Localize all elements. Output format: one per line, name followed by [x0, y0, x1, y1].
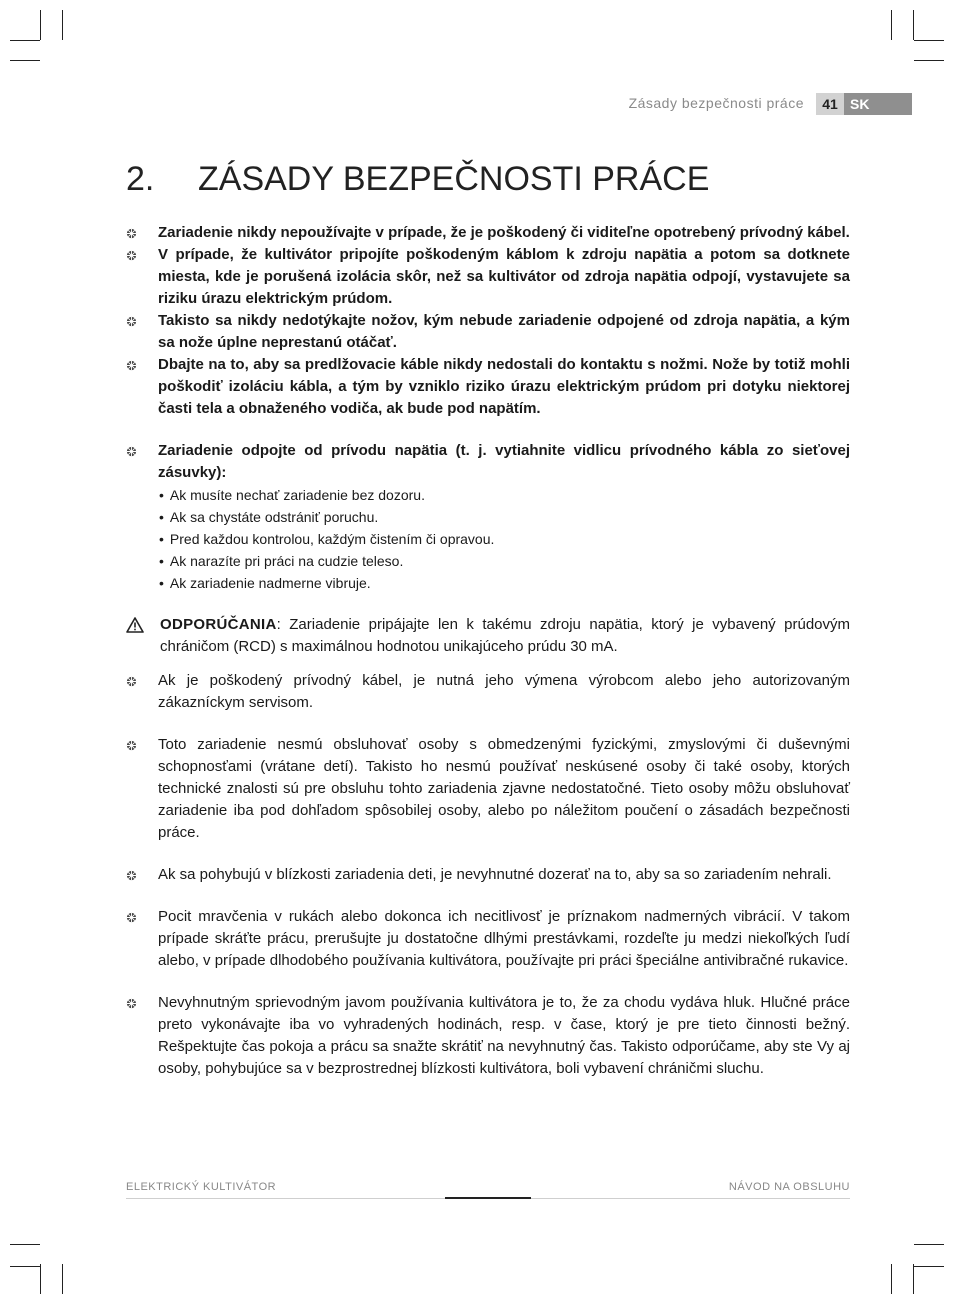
flower-bullet-icon [126, 676, 137, 687]
list-item: Ak sa pohybujú v blízkosti zariadenia deti, je nevyhnutné dozerať na to, aby sa so zariadením nehrali. [126, 864, 850, 886]
flower-bullet-icon [126, 912, 137, 923]
footer-manual: NÁVOD NA OBSLUHU [728, 1181, 850, 1193]
crop-mark [891, 10, 892, 40]
crop-mark [913, 1264, 914, 1294]
crop-mark [10, 1244, 40, 1245]
crop-mark [62, 1264, 63, 1294]
list-item: Pocit mravčenia v rukách alebo dokonca ich necitlivosť je príznakom nadmerných vibrácií. V takom prípade skráťte prácu, prerušujte ju dostatočne dlhými prestávkami, rozdeľte ju medzi niekoľkých ľudí alebo, v prípade dlhodobého používania kultivátora, používajte pri práci špeciálne antivibračné rukavice. [126, 906, 850, 972]
crop-mark [40, 1264, 41, 1294]
crop-mark [913, 10, 914, 40]
crop-mark [62, 10, 63, 40]
page-header [600, 93, 912, 115]
chapter-heading: ZÁSADY BEZPEČNOSTI PRÁCE [198, 160, 710, 198]
sublist-item: • Ak sa chystáte odstrániť poruchu. [159, 506, 850, 528]
flower-bullet-icon [126, 250, 137, 261]
list-item: Zariadenie nikdy nepoužívajte v prípade, že je poškodený či viditeľne opotrebený prívodný kábel. [126, 222, 850, 244]
flower-bullet-icon [126, 360, 137, 371]
crop-mark [10, 40, 40, 41]
page-footer [126, 1178, 850, 1208]
list-item-disconnect: Zariadenie odpojte od prívodu napätia (t. j. vytiahnite vidlicu prívodného kábla zo sieťovej zásuvky): [126, 440, 850, 484]
list-item: Takisto sa nikdy nedotýkajte nožov, kým nebude zariadenie odpojené od zdroja napätia, a kým sa nože úplne neprestanú otáčať. [126, 310, 850, 354]
list-item: Dbajte na to, aby sa predlžovacie káble nikdy nedostali do kontaktu s nožmi. Nože by totiž mohli poškodiť izoláciu kábla, a tým by vzniklo riziko úrazu elektrickým prúdom pri dotyku niektorej časti tela a obnaženého vodiča, ak bude pod napätím. [126, 354, 850, 420]
list-item: V prípade, že kultivátor pripojíte poškodeným káblom k zdroju napätia a potom sa dotknete miesta, kde je porušená izolácia skôr, než sa kultivátor od zdroja napätia odpojí, vystavujete sa riziku úrazu elektrickým prúdom. [126, 244, 850, 310]
crop-mark [40, 10, 41, 40]
footer-product: ELEKTRICKÝ KULTIVÁTOR [126, 1181, 277, 1193]
recommendation-text: : Zariadenie pripájajte len k takému zdroju napätia, ktorý je vybavený prúdovým chráničom (RCD) s maximálnou hodnotou unikajúceho prúdu 30 mA. [160, 616, 850, 655]
crop-mark [914, 40, 944, 41]
page-number: 41 [816, 93, 844, 115]
crop-mark [914, 1266, 944, 1267]
recommendation-keyword: ODPORÚČANIA [160, 616, 277, 633]
crop-mark [10, 60, 40, 61]
flower-bullet-icon [126, 740, 137, 751]
flower-bullet-icon [126, 998, 137, 1009]
flower-bullet-icon [126, 446, 137, 457]
list-item: Ak je poškodený prívodný kábel, je nutná jeho výmena výrobcom alebo jeho autorizovaným zákazníckym servisom. [126, 670, 850, 714]
sublist-item: • Ak musíte nechať zariadenie bez dozoru. [159, 484, 850, 506]
disconnect-sublist [126, 484, 850, 594]
recommendation-note [126, 614, 850, 658]
flower-bullet-icon [126, 316, 137, 327]
language-tab: SK [844, 93, 912, 115]
flower-bullet-icon [126, 228, 137, 239]
warning-triangle-icon [126, 617, 144, 633]
chapter-number: 2. [126, 160, 155, 198]
safety-content [126, 222, 850, 1080]
sublist-item: • Ak narazíte pri práci na cudzie teleso. [159, 550, 850, 572]
crop-mark [914, 1244, 944, 1245]
list-item: Nevyhnutným sprievodným javom používania kultivátora je to, že za chodu vydáva hluk. Hlučné práce preto vykonávajte iba vo vyhradených hodinách, resp. v čase, ktorý je pre tieto činnosti bežný. Rešpektujte čas pokoja a prácu sa snažte skrátiť na nevyhnutný čas. Takisto odporúčame, aby ste Vy aj osoby, pohybujúce sa v bezprostrednej blízkosti kultivátora, boli vybavení chráničmi sluchu. [126, 992, 850, 1080]
footer-rule-accent [445, 1197, 531, 1199]
chapter-title [126, 160, 709, 199]
flower-bullet-icon [126, 870, 137, 881]
section-title: Zásady bezpečnosti práce [628, 95, 804, 111]
crop-mark [891, 1264, 892, 1294]
crop-mark [914, 60, 944, 61]
list-item: Toto zariadenie nesmú obsluhovať osoby s obmedzenými fyzickými, zmyslovými či duševnými schopnosťami (vrátane detí). Takisto ho nesmú používať neskúsené osoby či také osoby, ktorých technické znalosti sú pre obsluhu tohto zariadenia zjavne nedostatočné. Tieto osoby môžu obsluhovať zariadenie iba pod dohľadom spôsobilej osoby, alebo po náležitom poučení o zásadách bezpečnosti práce. [126, 734, 850, 844]
sublist-item: • Pred každou kontrolou, každým čistením či opravou. [159, 528, 850, 550]
crop-mark [10, 1266, 40, 1267]
sublist-item: • Ak zariadenie nadmerne vibruje. [159, 572, 850, 594]
